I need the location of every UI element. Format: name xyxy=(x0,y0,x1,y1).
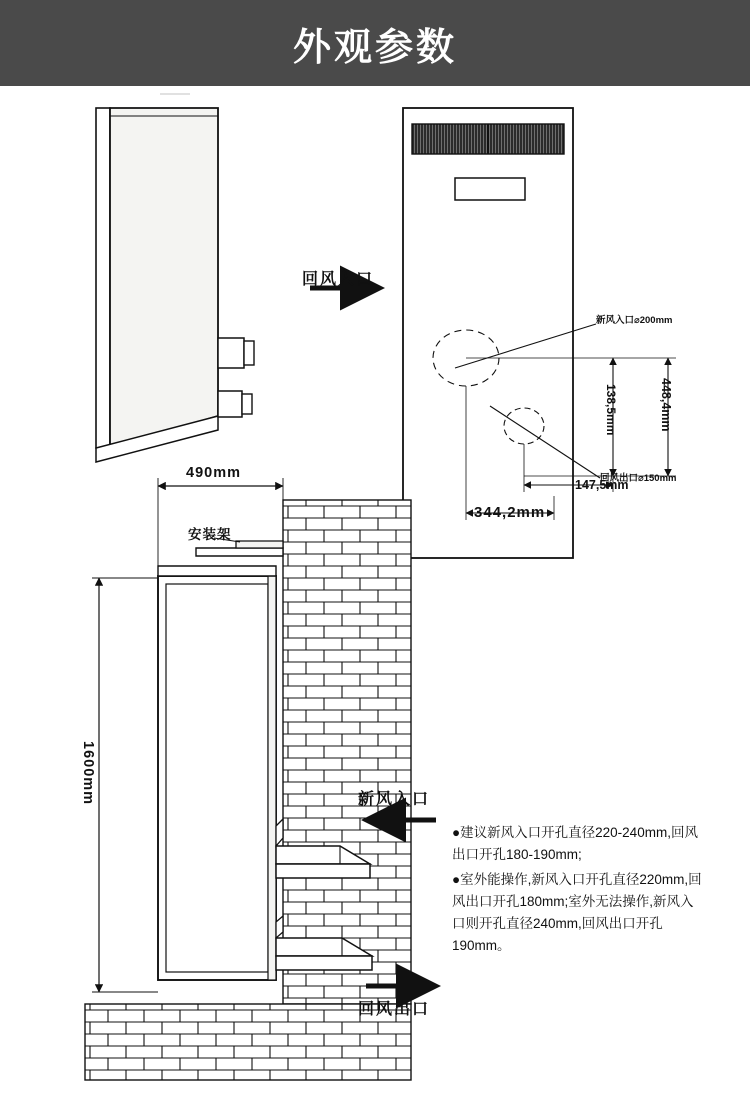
dimension-147-5mm: 147,5mm xyxy=(575,478,629,492)
label-return-air-outlet: 回风出口 xyxy=(358,1001,431,1018)
dimension-490mm: 490mm xyxy=(186,465,241,481)
dimension-1600mm: 1600mm xyxy=(80,741,96,806)
label-fresh-air-inlet: 新风入口 xyxy=(358,791,431,808)
diagram-canvas xyxy=(0,86,750,1115)
installation-section-view xyxy=(85,478,436,1080)
label-fresh-air-inlet-diameter: 新风入口⌀200mm xyxy=(596,315,673,326)
label-return-air-inlet-top: 回风入口 xyxy=(302,271,375,288)
appliance-installation-drawing xyxy=(0,86,750,1115)
side-view-unit xyxy=(96,94,254,462)
dimension-138-5mm: 138,5mm xyxy=(604,384,618,436)
label-fresh-air-outlet-diameter: 回风出口⌀150mm xyxy=(600,473,677,484)
installation-notes xyxy=(452,822,702,960)
label-mounting-bracket: 安装架 xyxy=(188,527,232,542)
page-title: 外观参数 xyxy=(292,26,457,69)
note-line-1: ●建议新风入口开孔直径220-240mm,回风出口开孔180-190mm; xyxy=(452,825,698,863)
dimension-448-4mm: 448,4mm xyxy=(659,378,673,432)
dimension-344-2mm: 344,2mm xyxy=(474,504,546,521)
page-header xyxy=(0,0,750,86)
note-line-2: ●室外能操作,新风入口开孔直径220mm,回风出口开孔180mm;室外无法操作,新风入口则开孔直径240mm,回风出口开孔190mm。 xyxy=(452,871,702,954)
